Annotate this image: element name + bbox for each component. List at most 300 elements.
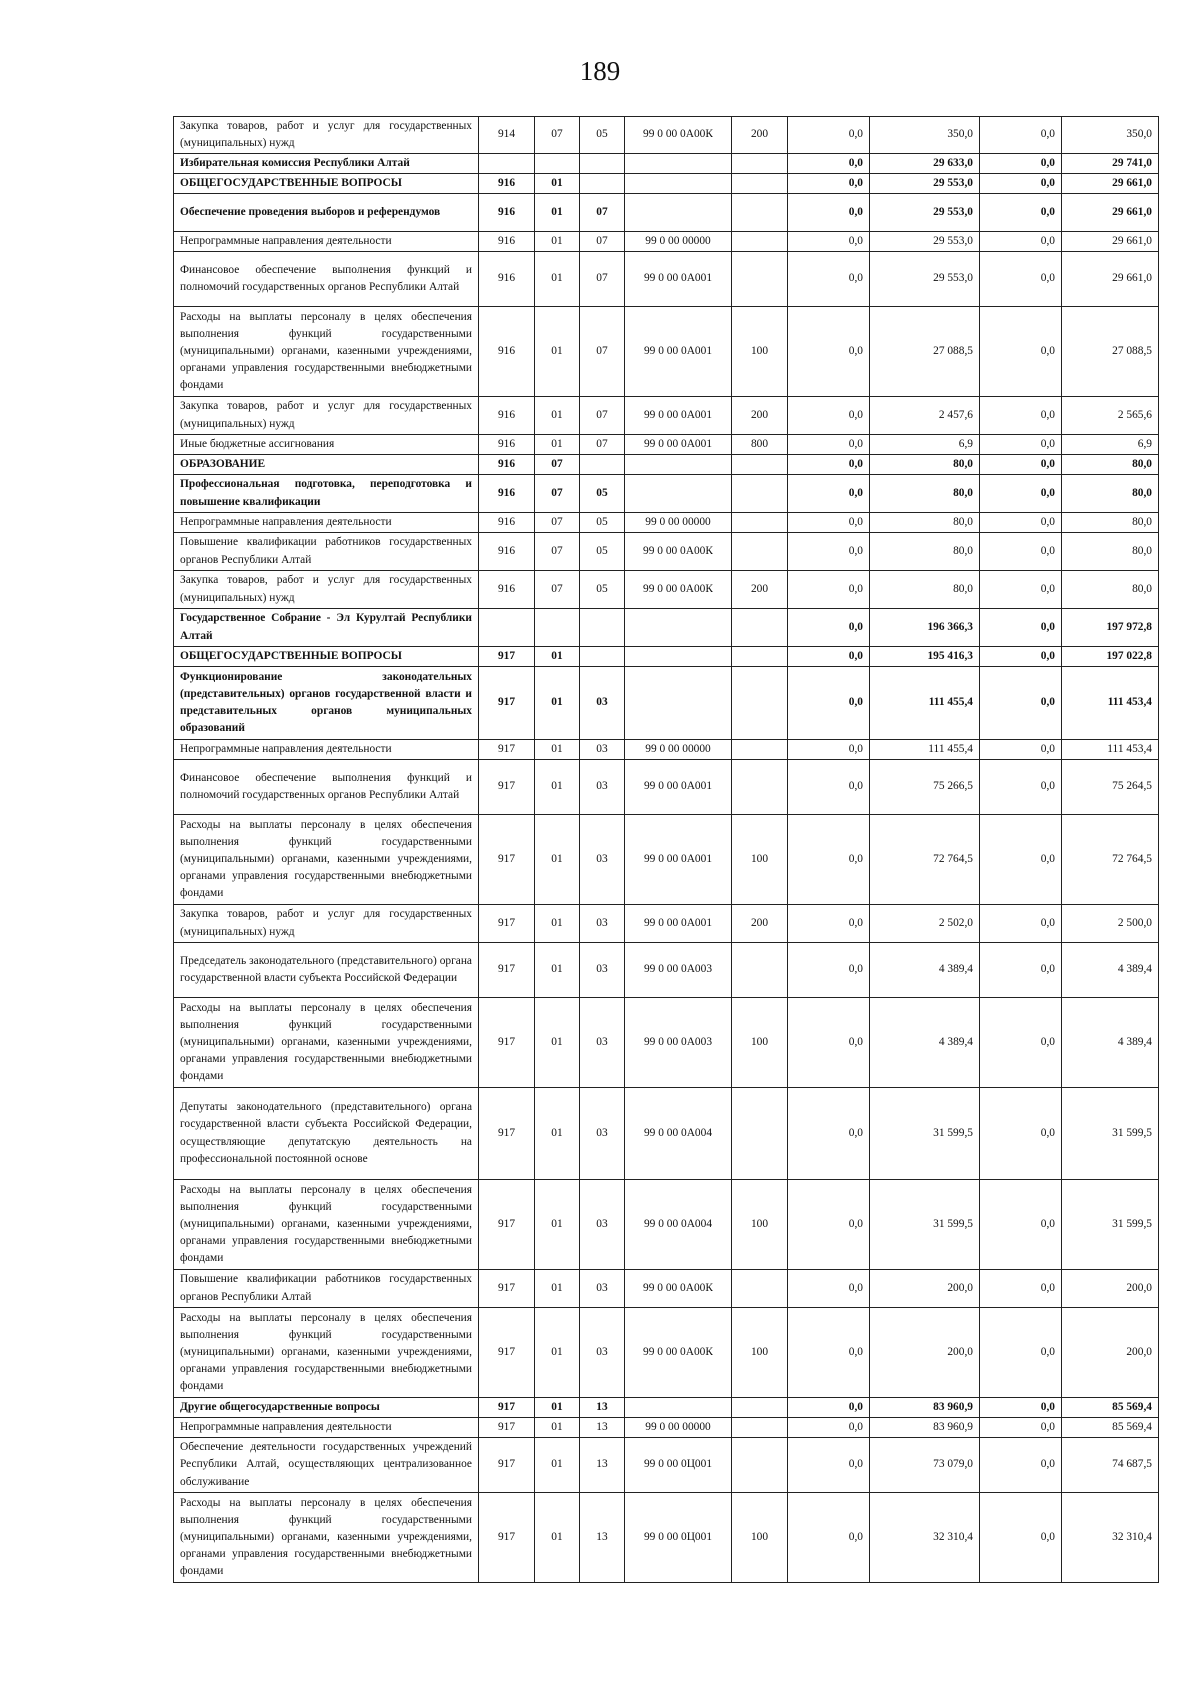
- cell-pr: [580, 154, 625, 174]
- cell-rz: 01: [535, 760, 580, 815]
- cell-amount-1: 0,0: [788, 307, 870, 397]
- cell-amount-3: 0,0: [980, 455, 1062, 475]
- cell-rz: 01: [535, 1180, 580, 1270]
- cell-rz: 01: [535, 998, 580, 1088]
- cell-amount-2: 196 366,3: [870, 609, 980, 647]
- cell-gr: 917: [479, 1398, 535, 1418]
- cell-amount-2: 111 455,4: [870, 740, 980, 760]
- table-row: [174, 571, 1159, 609]
- table-row: [174, 1180, 1159, 1270]
- cell-gr: 914: [479, 117, 535, 154]
- cell-vr: 100: [732, 998, 788, 1088]
- cell-amount-2: 111 455,4: [870, 667, 980, 740]
- cell-pr: 03: [580, 943, 625, 998]
- cell-amount-3: 0,0: [980, 397, 1062, 435]
- cell-amount-4: 2 565,6: [1062, 397, 1159, 435]
- cell-rz: 01: [535, 194, 580, 232]
- row-name: Расходы на выплаты персоналу в целях обеспечения выполнения функций государственными (муниципальными) органами, казенными учреждениями, органами управления государственными внебюджетными фондами: [174, 1308, 479, 1398]
- cell-pr: 03: [580, 1180, 625, 1270]
- cell-amount-1: 0,0: [788, 513, 870, 533]
- cell-pr: 07: [580, 232, 625, 252]
- cell-amount-4: 85 569,4: [1062, 1418, 1159, 1438]
- cell-vr: [732, 174, 788, 194]
- page-number: 189: [579, 56, 621, 86]
- cell-rz: 01: [535, 397, 580, 435]
- cell-amount-4: 80,0: [1062, 455, 1159, 475]
- cell-amount-3: 0,0: [980, 154, 1062, 174]
- cell-amount-2: 29 553,0: [870, 194, 980, 232]
- cell-amount-3: 0,0: [980, 667, 1062, 740]
- table-row: [174, 998, 1159, 1088]
- row-name: Расходы на выплаты персоналу в целях обеспечения выполнения функций государственными (муниципальными) органами, казенными учреждениями, органами управления государственными внебюджетными фондами: [174, 307, 479, 397]
- cell-pr: [580, 174, 625, 194]
- cell-pr: 05: [580, 571, 625, 609]
- table-row: [174, 533, 1159, 571]
- cell-amount-1: 0,0: [788, 740, 870, 760]
- cell-amount-2: 6,9: [870, 435, 980, 455]
- table-row: [174, 232, 1159, 252]
- cell-pr: 05: [580, 533, 625, 571]
- cell-gr: 917: [479, 998, 535, 1088]
- cell-rz: 01: [535, 647, 580, 667]
- cell-rz: 01: [535, 1418, 580, 1438]
- cell-rz: 01: [535, 1493, 580, 1583]
- cell-pr: 13: [580, 1398, 625, 1418]
- cell-vr: 100: [732, 307, 788, 397]
- cell-amount-3: 0,0: [980, 194, 1062, 232]
- cell-amount-4: 200,0: [1062, 1270, 1159, 1308]
- cell-vr: [732, 740, 788, 760]
- cell-amount-4: 75 264,5: [1062, 760, 1159, 815]
- cell-amount-2: 73 079,0: [870, 1438, 980, 1493]
- cell-csr: 99 0 00 0А001: [625, 905, 732, 943]
- cell-vr: 200: [732, 571, 788, 609]
- cell-rz: 01: [535, 943, 580, 998]
- cell-amount-4: 111 453,4: [1062, 667, 1159, 740]
- cell-amount-4: 80,0: [1062, 533, 1159, 571]
- table-row: [174, 435, 1159, 455]
- cell-vr: [732, 760, 788, 815]
- cell-pr: 03: [580, 667, 625, 740]
- cell-csr: 99 0 00 00000: [625, 1418, 732, 1438]
- cell-pr: 07: [580, 307, 625, 397]
- cell-amount-4: 27 088,5: [1062, 307, 1159, 397]
- cell-vr: 200: [732, 905, 788, 943]
- cell-amount-3: 0,0: [980, 513, 1062, 533]
- row-name: Обеспечение проведения выборов и референдумов: [174, 194, 479, 232]
- cell-amount-4: 29 661,0: [1062, 252, 1159, 307]
- table-row: [174, 943, 1159, 998]
- cell-pr: 03: [580, 998, 625, 1088]
- cell-pr: [580, 455, 625, 475]
- cell-rz: 01: [535, 1270, 580, 1308]
- cell-amount-4: 29 661,0: [1062, 194, 1159, 232]
- cell-amount-4: 197 972,8: [1062, 609, 1159, 647]
- cell-gr: 916: [479, 232, 535, 252]
- cell-pr: 13: [580, 1418, 625, 1438]
- cell-gr: 916: [479, 307, 535, 397]
- cell-amount-1: 0,0: [788, 760, 870, 815]
- cell-vr: [732, 667, 788, 740]
- cell-gr: 917: [479, 760, 535, 815]
- cell-amount-3: 0,0: [980, 117, 1062, 154]
- table-row: [174, 513, 1159, 533]
- row-name: Закупка товаров, работ и услуг для государственных (муниципальных) нужд: [174, 397, 479, 435]
- cell-rz: 01: [535, 1398, 580, 1418]
- cell-rz: 07: [535, 571, 580, 609]
- cell-csr: 99 0 00 0А004: [625, 1180, 732, 1270]
- cell-pr: 07: [580, 435, 625, 455]
- row-name: Закупка товаров, работ и услуг для государственных (муниципальных) нужд: [174, 905, 479, 943]
- cell-pr: [580, 647, 625, 667]
- cell-gr: 916: [479, 455, 535, 475]
- cell-rz: 07: [535, 455, 580, 475]
- cell-amount-2: 29 553,0: [870, 252, 980, 307]
- cell-amount-4: 72 764,5: [1062, 815, 1159, 905]
- cell-amount-2: 80,0: [870, 533, 980, 571]
- cell-rz: 01: [535, 232, 580, 252]
- table-row: [174, 667, 1159, 740]
- cell-csr: 99 0 00 0А001: [625, 760, 732, 815]
- cell-csr: 99 0 00 0А003: [625, 943, 732, 998]
- cell-amount-3: 0,0: [980, 252, 1062, 307]
- cell-amount-1: 0,0: [788, 435, 870, 455]
- cell-amount-3: 0,0: [980, 609, 1062, 647]
- cell-rz: 07: [535, 513, 580, 533]
- cell-amount-3: 0,0: [980, 905, 1062, 943]
- cell-vr: [732, 194, 788, 232]
- cell-csr: [625, 154, 732, 174]
- cell-csr: 99 0 00 0А00К: [625, 117, 732, 154]
- cell-rz: 07: [535, 533, 580, 571]
- cell-amount-1: 0,0: [788, 998, 870, 1088]
- table-row: [174, 740, 1159, 760]
- cell-amount-3: 0,0: [980, 740, 1062, 760]
- cell-gr: 917: [479, 1493, 535, 1583]
- row-name: Расходы на выплаты персоналу в целях обеспечения выполнения функций государственными (муниципальными) органами, казенными учреждениями, органами управления государственными внебюджетными фондами: [174, 1493, 479, 1583]
- row-name: Государственное Собрание - Эл Курултай Республики Алтай: [174, 609, 479, 647]
- cell-amount-1: 0,0: [788, 174, 870, 194]
- row-name: Избирательная комиссия Республики Алтай: [174, 154, 479, 174]
- cell-amount-1: 0,0: [788, 455, 870, 475]
- cell-gr: [479, 609, 535, 647]
- cell-rz: 01: [535, 1088, 580, 1180]
- row-name: Непрограммные направления деятельности: [174, 1418, 479, 1438]
- cell-amount-4: 350,0: [1062, 117, 1159, 154]
- cell-vr: [732, 455, 788, 475]
- row-name: Расходы на выплаты персоналу в целях обеспечения выполнения функций государственными (муниципальными) органами, казенными учреждениями, органами управления государственными внебюджетными фондами: [174, 998, 479, 1088]
- cell-vr: 200: [732, 117, 788, 154]
- cell-rz: 07: [535, 475, 580, 513]
- cell-amount-4: 74 687,5: [1062, 1438, 1159, 1493]
- cell-amount-2: 72 764,5: [870, 815, 980, 905]
- cell-csr: 99 0 00 0Ц001: [625, 1493, 732, 1583]
- cell-amount-2: 83 960,9: [870, 1418, 980, 1438]
- cell-gr: 916: [479, 194, 535, 232]
- cell-amount-3: 0,0: [980, 1180, 1062, 1270]
- cell-amount-4: 80,0: [1062, 571, 1159, 609]
- row-name: Обеспечение деятельности государственных учреждений Республики Алтай, осуществляющих централизованное обслуживание: [174, 1438, 479, 1493]
- table-row: [174, 307, 1159, 397]
- cell-pr: [580, 609, 625, 647]
- cell-amount-2: 80,0: [870, 571, 980, 609]
- cell-gr: 916: [479, 435, 535, 455]
- cell-csr: 99 0 00 0А00К: [625, 1308, 732, 1398]
- cell-amount-4: 31 599,5: [1062, 1180, 1159, 1270]
- cell-amount-4: 85 569,4: [1062, 1398, 1159, 1418]
- cell-amount-1: 0,0: [788, 1418, 870, 1438]
- cell-rz: 07: [535, 117, 580, 154]
- row-name: Иные бюджетные ассигнования: [174, 435, 479, 455]
- cell-amount-1: 0,0: [788, 533, 870, 571]
- cell-csr: [625, 475, 732, 513]
- cell-rz: 01: [535, 252, 580, 307]
- cell-csr: 99 0 00 0А00К: [625, 533, 732, 571]
- row-name: Непрограммные направления деятельности: [174, 740, 479, 760]
- cell-amount-3: 0,0: [980, 232, 1062, 252]
- cell-amount-4: 200,0: [1062, 1308, 1159, 1398]
- cell-csr: 99 0 00 00000: [625, 513, 732, 533]
- table-row: [174, 117, 1159, 154]
- cell-csr: [625, 174, 732, 194]
- cell-csr: [625, 647, 732, 667]
- cell-amount-1: 0,0: [788, 475, 870, 513]
- budget-table: [173, 116, 1159, 1583]
- cell-amount-1: 0,0: [788, 1180, 870, 1270]
- cell-pr: 03: [580, 815, 625, 905]
- table-row: [174, 815, 1159, 905]
- cell-amount-2: 350,0: [870, 117, 980, 154]
- cell-csr: 99 0 00 0А001: [625, 435, 732, 455]
- table-row: [174, 455, 1159, 475]
- cell-rz: 01: [535, 174, 580, 194]
- cell-amount-1: 0,0: [788, 194, 870, 232]
- cell-rz: [535, 154, 580, 174]
- cell-amount-1: 0,0: [788, 1398, 870, 1418]
- cell-vr: [732, 252, 788, 307]
- cell-amount-1: 0,0: [788, 232, 870, 252]
- table-row: [174, 1398, 1159, 1418]
- cell-vr: 200: [732, 397, 788, 435]
- cell-amount-4: 4 389,4: [1062, 943, 1159, 998]
- cell-vr: [732, 1418, 788, 1438]
- cell-amount-4: 80,0: [1062, 475, 1159, 513]
- cell-amount-3: 0,0: [980, 760, 1062, 815]
- table-row: [174, 1493, 1159, 1583]
- row-name: ОБЩЕГОСУДАРСТВЕННЫЕ ВОПРОСЫ: [174, 647, 479, 667]
- cell-amount-4: 31 599,5: [1062, 1088, 1159, 1180]
- cell-gr: 916: [479, 252, 535, 307]
- cell-pr: 07: [580, 397, 625, 435]
- cell-amount-1: 0,0: [788, 647, 870, 667]
- cell-gr: 916: [479, 174, 535, 194]
- cell-amount-1: 0,0: [788, 1308, 870, 1398]
- cell-csr: 99 0 00 0А00К: [625, 1270, 732, 1308]
- row-name: Повышение квалификации работников государственных органов Республики Алтай: [174, 533, 479, 571]
- cell-vr: [732, 1270, 788, 1308]
- cell-vr: [732, 533, 788, 571]
- cell-amount-1: 0,0: [788, 154, 870, 174]
- cell-gr: 917: [479, 1270, 535, 1308]
- cell-amount-2: 29 553,0: [870, 232, 980, 252]
- table-row: [174, 397, 1159, 435]
- cell-csr: [625, 667, 732, 740]
- cell-csr: [625, 194, 732, 232]
- cell-vr: [732, 232, 788, 252]
- cell-gr: 917: [479, 905, 535, 943]
- cell-csr: 99 0 00 0А001: [625, 252, 732, 307]
- table-row: [174, 647, 1159, 667]
- cell-amount-1: 0,0: [788, 252, 870, 307]
- cell-amount-4: 29 661,0: [1062, 232, 1159, 252]
- cell-amount-3: 0,0: [980, 435, 1062, 455]
- cell-rz: 01: [535, 435, 580, 455]
- cell-gr: 917: [479, 1308, 535, 1398]
- cell-amount-4: 2 500,0: [1062, 905, 1159, 943]
- cell-gr: 916: [479, 513, 535, 533]
- cell-pr: 05: [580, 513, 625, 533]
- cell-vr: 100: [732, 815, 788, 905]
- cell-amount-1: 0,0: [788, 1438, 870, 1493]
- row-name: Депутаты законодательного (представительного) органа государственной власти субъекта Российской Федерации, осуществляющие депутатскую деятельность на профессиональной постоянной основе: [174, 1088, 479, 1180]
- cell-vr: [732, 1438, 788, 1493]
- cell-vr: 800: [732, 435, 788, 455]
- cell-csr: 99 0 00 0А001: [625, 397, 732, 435]
- cell-amount-2: 2 457,6: [870, 397, 980, 435]
- cell-gr: 916: [479, 397, 535, 435]
- cell-gr: 917: [479, 1418, 535, 1438]
- cell-amount-2: 2 502,0: [870, 905, 980, 943]
- table-row: [174, 905, 1159, 943]
- cell-rz: 01: [535, 667, 580, 740]
- cell-amount-3: 0,0: [980, 1308, 1062, 1398]
- cell-csr: 99 0 00 0А004: [625, 1088, 732, 1180]
- cell-csr: [625, 1398, 732, 1418]
- cell-amount-3: 0,0: [980, 1088, 1062, 1180]
- cell-amount-1: 0,0: [788, 943, 870, 998]
- cell-amount-2: 32 310,4: [870, 1493, 980, 1583]
- cell-rz: 01: [535, 307, 580, 397]
- cell-amount-2: 75 266,5: [870, 760, 980, 815]
- cell-pr: 03: [580, 1308, 625, 1398]
- row-name: Непрограммные направления деятельности: [174, 513, 479, 533]
- row-name: Финансовое обеспечение выполнения функций и полномочий государственных органов Республики Алтай: [174, 252, 479, 307]
- cell-amount-2: 80,0: [870, 475, 980, 513]
- cell-amount-3: 0,0: [980, 943, 1062, 998]
- cell-amount-2: 195 416,3: [870, 647, 980, 667]
- cell-pr: 07: [580, 194, 625, 232]
- cell-amount-1: 0,0: [788, 397, 870, 435]
- cell-amount-1: 0,0: [788, 905, 870, 943]
- cell-vr: [732, 647, 788, 667]
- cell-gr: 917: [479, 1088, 535, 1180]
- cell-amount-3: 0,0: [980, 533, 1062, 571]
- budget-table-body: [174, 117, 1159, 1583]
- cell-amount-2: 4 389,4: [870, 943, 980, 998]
- row-name: Финансовое обеспечение выполнения функций и полномочий государственных органов Республики Алтай: [174, 760, 479, 815]
- cell-amount-1: 0,0: [788, 1270, 870, 1308]
- table-row: [174, 475, 1159, 513]
- cell-amount-1: 0,0: [788, 1493, 870, 1583]
- cell-amount-2: 27 088,5: [870, 307, 980, 397]
- cell-vr: [732, 513, 788, 533]
- cell-rz: 01: [535, 740, 580, 760]
- table-row: [174, 174, 1159, 194]
- cell-amount-3: 0,0: [980, 647, 1062, 667]
- cell-amount-3: 0,0: [980, 1438, 1062, 1493]
- cell-amount-2: 31 599,5: [870, 1180, 980, 1270]
- row-name: Расходы на выплаты персоналу в целях обеспечения выполнения функций государственными (муниципальными) органами, казенными учреждениями, органами управления государственными внебюджетными фондами: [174, 815, 479, 905]
- cell-csr: 99 0 00 0А00К: [625, 571, 732, 609]
- cell-pr: 03: [580, 905, 625, 943]
- row-name: Повышение квалификации работников государственных органов Республики Алтай: [174, 1270, 479, 1308]
- row-name: Закупка товаров, работ и услуг для государственных (муниципальных) нужд: [174, 117, 479, 154]
- cell-amount-3: 0,0: [980, 1493, 1062, 1583]
- cell-rz: 01: [535, 905, 580, 943]
- table-row: [174, 1308, 1159, 1398]
- cell-amount-4: 6,9: [1062, 435, 1159, 455]
- cell-amount-3: 0,0: [980, 571, 1062, 609]
- cell-amount-2: 31 599,5: [870, 1088, 980, 1180]
- table-row: [174, 154, 1159, 174]
- cell-amount-2: 200,0: [870, 1270, 980, 1308]
- cell-csr: [625, 609, 732, 647]
- cell-amount-3: 0,0: [980, 1398, 1062, 1418]
- cell-pr: 03: [580, 1270, 625, 1308]
- row-name: Расходы на выплаты персоналу в целях обеспечения выполнения функций государственными (муниципальными) органами, казенными учреждениями, органами управления государственными внебюджетными фондами: [174, 1180, 479, 1270]
- cell-amount-1: 0,0: [788, 571, 870, 609]
- cell-vr: 100: [732, 1308, 788, 1398]
- cell-rz: 01: [535, 1308, 580, 1398]
- cell-gr: [479, 154, 535, 174]
- cell-csr: [625, 455, 732, 475]
- cell-gr: 917: [479, 943, 535, 998]
- cell-gr: 917: [479, 815, 535, 905]
- cell-amount-1: 0,0: [788, 117, 870, 154]
- row-name: Закупка товаров, работ и услуг для государственных (муниципальных) нужд: [174, 571, 479, 609]
- cell-amount-2: 80,0: [870, 455, 980, 475]
- cell-amount-3: 0,0: [980, 1418, 1062, 1438]
- cell-pr: 05: [580, 117, 625, 154]
- cell-pr: 05: [580, 475, 625, 513]
- cell-gr: 917: [479, 647, 535, 667]
- cell-csr: 99 0 00 0А001: [625, 815, 732, 905]
- cell-pr: 03: [580, 740, 625, 760]
- cell-vr: [732, 475, 788, 513]
- cell-amount-3: 0,0: [980, 1270, 1062, 1308]
- table-row: [174, 1418, 1159, 1438]
- cell-vr: 100: [732, 1180, 788, 1270]
- cell-amount-3: 0,0: [980, 998, 1062, 1088]
- cell-amount-3: 0,0: [980, 307, 1062, 397]
- cell-amount-1: 0,0: [788, 667, 870, 740]
- cell-gr: 917: [479, 1180, 535, 1270]
- row-name: Председатель законодательного (представительного) органа государственной власти субъекта Российской Федерации: [174, 943, 479, 998]
- cell-amount-2: 29 633,0: [870, 154, 980, 174]
- cell-gr: 917: [479, 667, 535, 740]
- cell-amount-2: 200,0: [870, 1308, 980, 1398]
- cell-gr: 916: [479, 571, 535, 609]
- table-row: [174, 194, 1159, 232]
- cell-amount-4: 197 022,8: [1062, 647, 1159, 667]
- cell-amount-3: 0,0: [980, 815, 1062, 905]
- table-row: [174, 1088, 1159, 1180]
- row-name: Функционирование законодательных (представительных) органов государственной власти и представительных органов муниципальных образований: [174, 667, 479, 740]
- cell-csr: 99 0 00 0А001: [625, 307, 732, 397]
- cell-vr: 100: [732, 1493, 788, 1583]
- cell-amount-3: 0,0: [980, 174, 1062, 194]
- cell-amount-4: 29 661,0: [1062, 174, 1159, 194]
